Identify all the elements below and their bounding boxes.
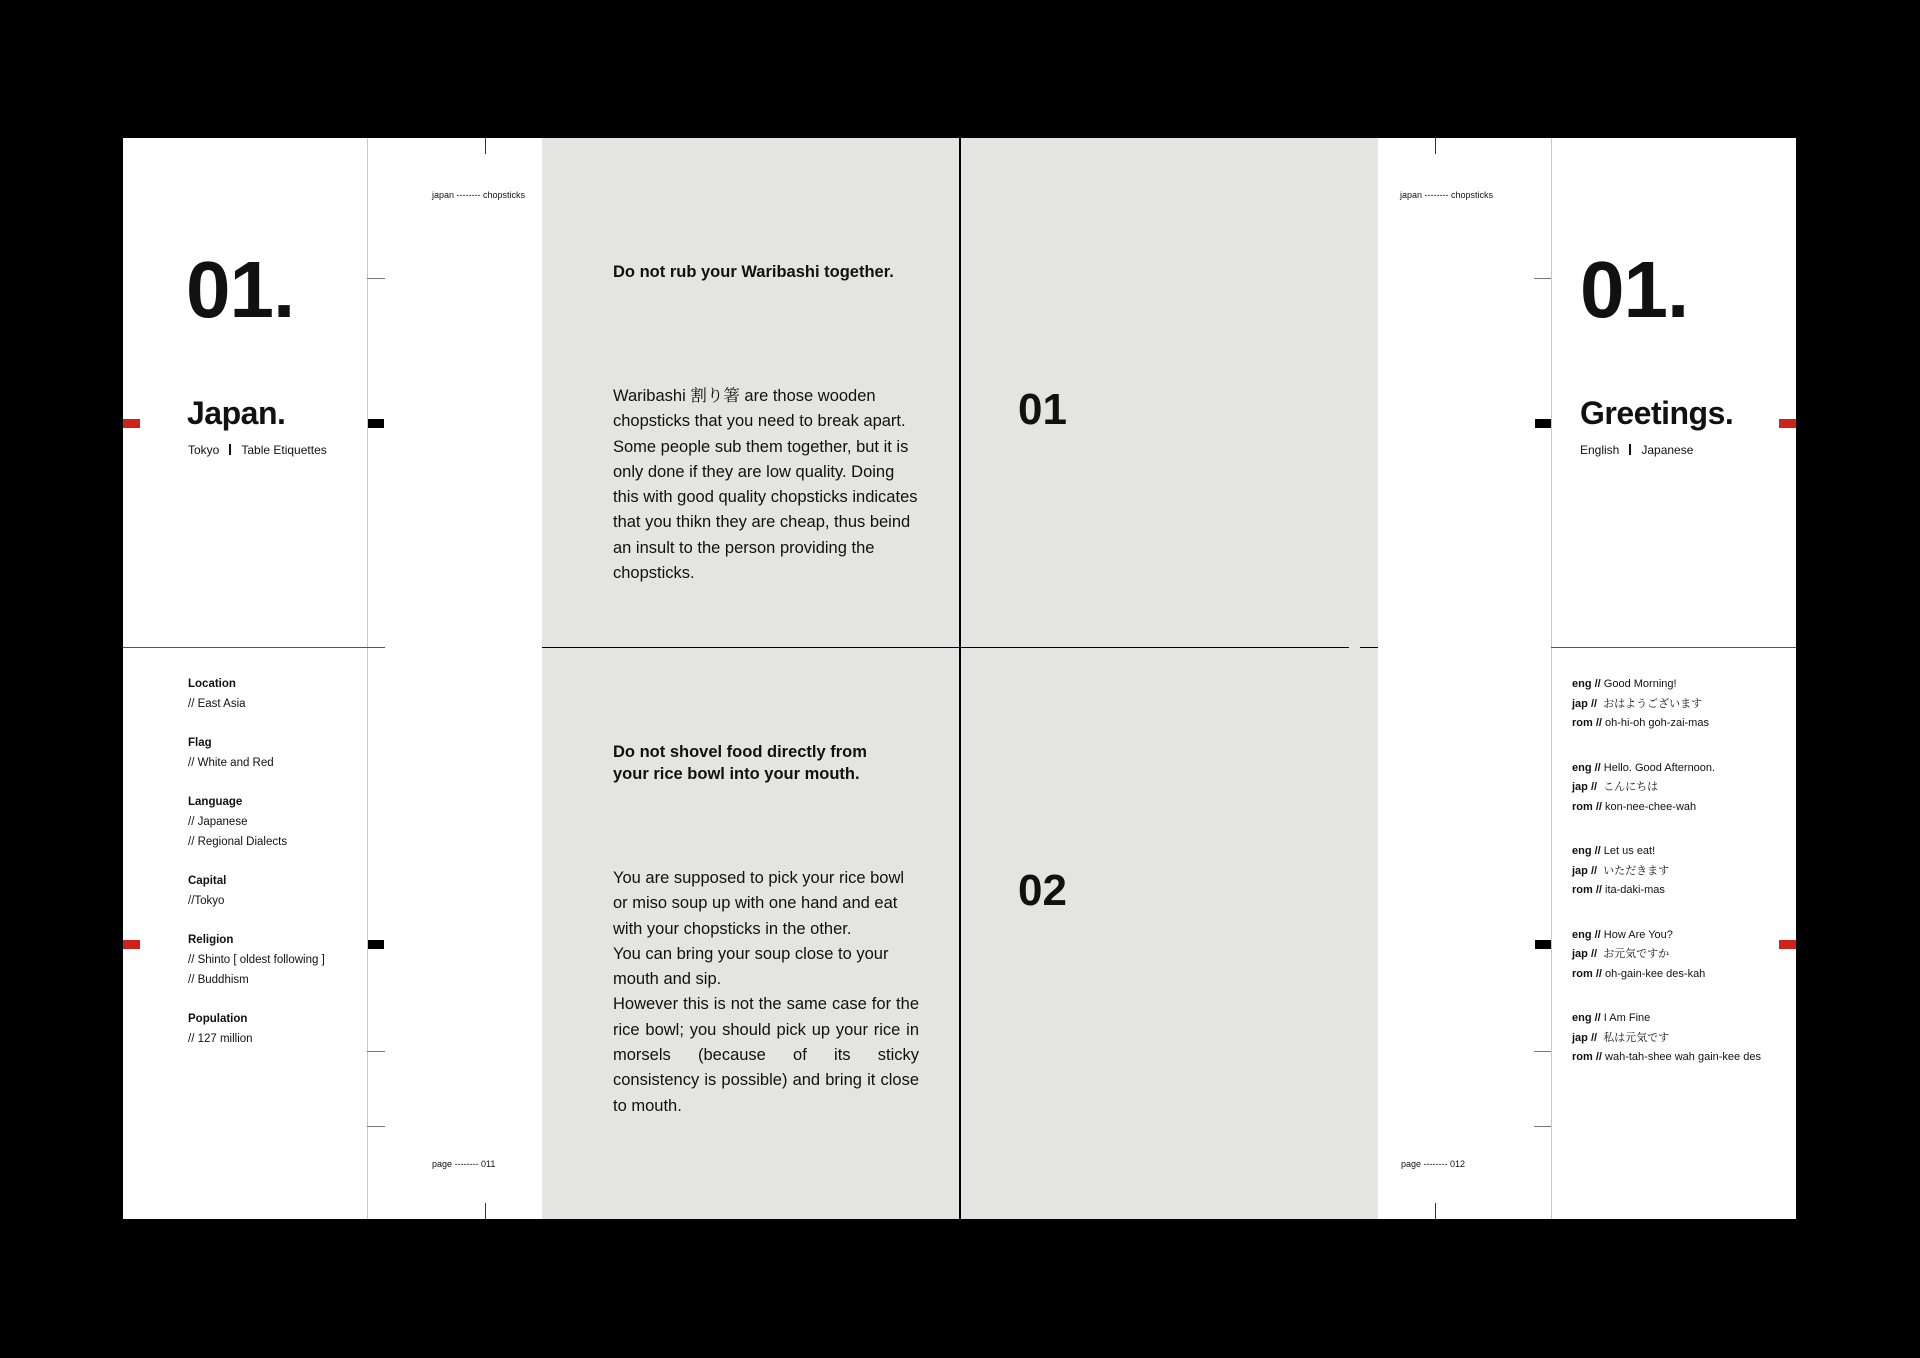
rule-gray-right-end — [1360, 647, 1378, 648]
greeting-rom: rom // kon-nee-chee-wah — [1572, 800, 1697, 813]
rule-1-paragraph: Waribashi 割り箸 are those wooden chopsticks that you need to break apart. Some people sub them together, but it is only done if they are low quality. Doing this with good quality chopsticks indicates that you thikn they are cheap, thus beind an insult to the person providing the chopsticks. — [613, 387, 918, 583]
subtitle-left: English — [1580, 443, 1620, 457]
greeting-item — [1572, 1009, 1794, 1068]
crop-tick — [367, 1126, 385, 1127]
rule-number-1: 01 — [1018, 385, 1067, 434]
greeting-jap: jap // おはようございます — [1572, 697, 1703, 710]
info-value: // Regional Dialects — [188, 836, 288, 848]
chapter-subtitle — [1580, 444, 1693, 456]
rule-2-paragraph: You are supposed to pick your rice bowl or miso soup up with one hand and eat with your chopsticks in the other. — [613, 869, 905, 938]
page-header: japan -------- chopsticks — [1400, 190, 1494, 200]
page-footer: page -------- 011 — [432, 1159, 496, 1169]
page-header: japan -------- chopsticks — [432, 190, 526, 200]
info-label: Location — [188, 678, 236, 690]
crop-tick — [485, 1203, 486, 1219]
divider-right-panel — [1551, 138, 1552, 1219]
subtitle-left: Tokyo — [188, 443, 220, 457]
chapter-number: 01. — [1580, 245, 1689, 334]
greeting-jap: jap // こんにちは — [1572, 781, 1659, 793]
greeting-rom: rom // oh-gain-kee des-kah — [1572, 967, 1706, 980]
crop-tick — [367, 278, 385, 279]
info-population — [188, 1009, 368, 1049]
crop-tick — [1534, 1051, 1551, 1052]
red-marker — [123, 940, 140, 949]
black-marker — [368, 419, 384, 428]
subtitle-separator — [1629, 444, 1631, 455]
rule-2-heading — [613, 741, 867, 785]
rule-number-2: 02 — [1018, 866, 1067, 915]
gray-panel-right — [960, 138, 1378, 1219]
rule-1-body — [613, 384, 919, 586]
rule-right-panel — [1551, 647, 1796, 648]
rule-1-heading: Do not rub your Waribashi together. — [613, 263, 894, 281]
black-marker — [1535, 419, 1551, 428]
greeting-item — [1572, 842, 1794, 901]
rule-2-heading-line: Do not shovel food directly from — [613, 743, 867, 761]
black-marker — [368, 940, 384, 949]
red-marker — [123, 419, 140, 428]
info-location — [188, 674, 368, 714]
greeting-jap: jap // お元気ですか — [1572, 948, 1670, 960]
spine-line — [959, 138, 961, 1219]
info-value: // Buddhism — [188, 974, 249, 986]
greeting-eng: eng // Hello. Good Afternoon. — [1572, 761, 1716, 774]
info-label: Capital — [188, 875, 227, 887]
info-value: // 127 million — [188, 1033, 253, 1045]
crop-tick — [1534, 1126, 1551, 1127]
rule-2-paragraph: You can bring your soup close to your mouth and sip. — [613, 944, 889, 989]
greeting-eng: eng // I Am Fine — [1572, 1012, 1651, 1024]
greeting-jap: jap // 私は元気です — [1572, 1031, 1670, 1044]
subtitle-separator — [229, 444, 231, 455]
greeting-rom: rom // ita-daki-mas — [1572, 884, 1665, 896]
info-value: //Tokyo — [188, 895, 225, 907]
greetings-list — [1572, 675, 1794, 1093]
black-marker — [1535, 940, 1551, 949]
info-value: // White and Red — [188, 757, 274, 769]
crop-tick — [367, 1051, 385, 1052]
rule-2-paragraph: However this is not the same case for the rice bowl; you should pick up your rice in morsels (because of its sticky consistency is possible) and bring it close to mouth. — [613, 995, 919, 1115]
rule-2-body — [613, 866, 919, 1119]
chapter-subtitle — [188, 444, 327, 456]
country-info-list — [188, 674, 368, 1068]
greeting-eng: eng // Good Morning! — [1572, 678, 1677, 690]
subtitle-right: Japanese — [1641, 443, 1694, 457]
greeting-item — [1572, 675, 1794, 734]
greeting-eng: eng // How Are You? — [1572, 928, 1673, 941]
subtitle-right: Table Etiquettes — [241, 443, 327, 457]
info-label: Religion — [188, 934, 234, 946]
chapter-number: 01. — [186, 245, 295, 334]
info-religion — [188, 930, 368, 990]
rule-gray-right — [960, 647, 1349, 648]
info-label: Language — [188, 796, 243, 808]
greeting-jap: jap // いただきます — [1572, 864, 1670, 877]
rule-2-heading-line: your rice bowl into your mouth. — [613, 765, 860, 783]
red-marker — [1779, 419, 1796, 428]
info-value: // Japanese — [188, 816, 248, 828]
crop-tick — [1534, 278, 1551, 279]
info-label: Population — [188, 1013, 248, 1025]
info-capital — [188, 871, 368, 911]
greeting-item — [1572, 926, 1794, 985]
greeting-eng: eng // Let us eat! — [1572, 845, 1656, 857]
chapter-title: Japan. — [187, 395, 286, 431]
crop-tick — [1435, 138, 1436, 154]
greeting-item — [1572, 759, 1794, 818]
chapter-title: Greetings. — [1580, 395, 1734, 431]
info-value: // Shinto [ oldest following ] — [188, 954, 325, 966]
greeting-rom: rom // oh-hi-oh goh-zai-mas — [1572, 717, 1709, 729]
page-footer: page -------- 012 — [1401, 1159, 1466, 1169]
rule-left-panel — [123, 647, 385, 648]
rule-gray-left — [542, 647, 960, 648]
info-flag — [188, 733, 368, 773]
info-value: // East Asia — [188, 698, 246, 710]
crop-tick — [485, 138, 486, 154]
greeting-rom: rom // wah-tah-shee wah gain-kee des — [1572, 1051, 1761, 1063]
info-language — [188, 792, 368, 852]
info-label: Flag — [188, 737, 212, 749]
crop-tick — [1435, 1203, 1436, 1219]
